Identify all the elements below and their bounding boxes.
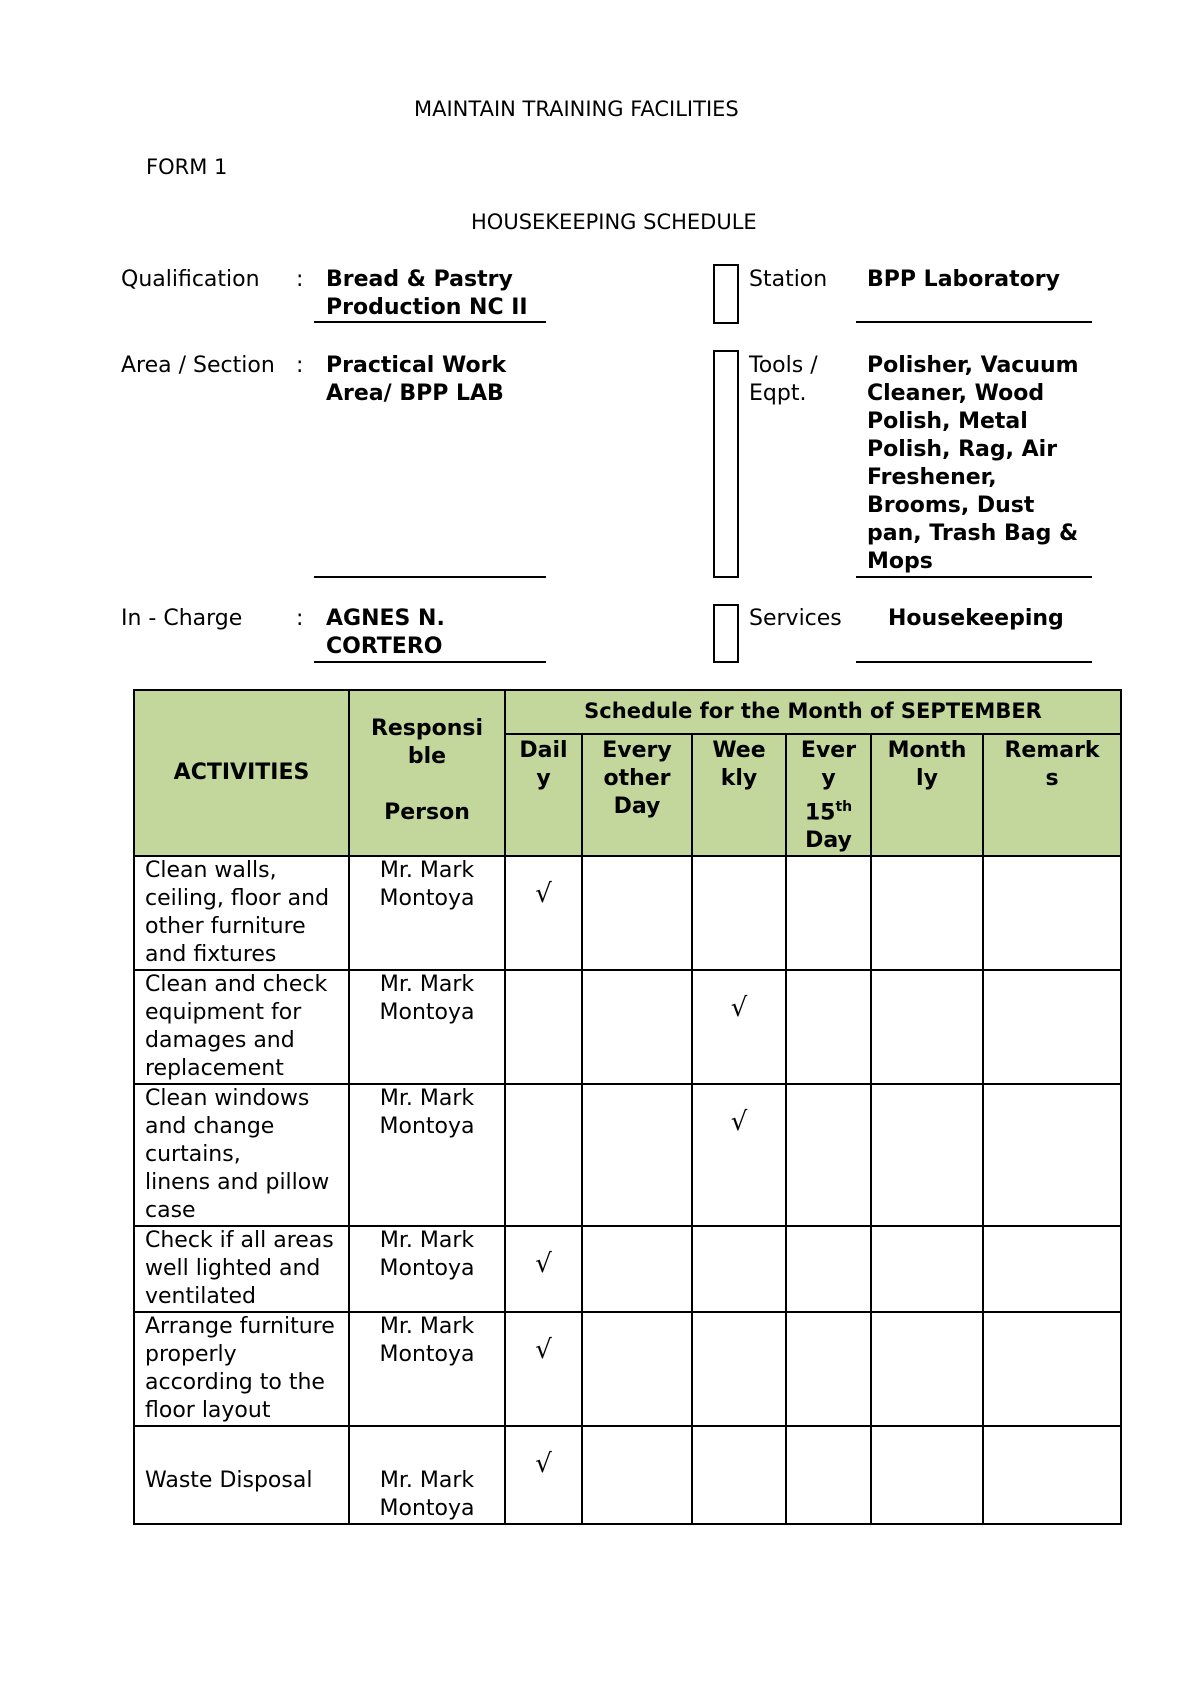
activity-text: Clean and check equipment for damages and replacement	[145, 972, 328, 1082]
schedule-cell-daily[interactable]	[505, 970, 582, 1084]
in-charge-label: In - Charge	[121, 606, 243, 631]
responsible-person-text: Mr. Mark Montoya	[379, 1086, 475, 1140]
schedule-cell-monthly[interactable]	[871, 1226, 983, 1312]
schedule-cell-daily[interactable]	[505, 1084, 582, 1226]
header-daily: Dail y	[505, 734, 582, 856]
header-activities: ACTIVITIES	[134, 690, 349, 856]
tools-value: Polisher, Vacuum Cleaner, Wood Polish, Metal Polish, Rag, Air Freshener, Brooms, Dust pan, Trash Bag & Mops	[867, 353, 1079, 574]
responsible-person-cell	[349, 970, 505, 1084]
responsible-person-cell	[349, 1084, 505, 1226]
schedule-cell-weekly[interactable]	[692, 856, 786, 970]
header-responsible-person: Responsi ble Person	[349, 690, 505, 856]
schedule-cell-every-other[interactable]	[582, 1312, 692, 1426]
station-underline	[856, 321, 1092, 323]
responsible-person-text: Mr. Mark Montoya	[379, 1314, 475, 1368]
schedule-cell-weekly[interactable]	[692, 1084, 786, 1226]
schedule-cell-every-other[interactable]	[582, 970, 692, 1084]
schedule-cell-daily[interactable]	[505, 1426, 582, 1524]
tools-checkbox[interactable]	[713, 350, 739, 578]
activity-cell	[134, 1226, 349, 1312]
schedule-cell-remarks[interactable]	[983, 1312, 1121, 1426]
activity-cell	[134, 1312, 349, 1426]
header-every-15th-day: Ever y 15th Day	[786, 734, 871, 856]
check-mark: √	[535, 1449, 552, 1480]
station-value: BPP Laboratory	[867, 267, 1060, 292]
schedule-table	[133, 689, 1122, 1525]
form-label: FORM 1	[146, 155, 228, 179]
schedule-cell-every-15th[interactable]	[786, 1084, 871, 1226]
schedule-cell-every-other[interactable]	[582, 1426, 692, 1524]
schedule-cell-weekly[interactable]	[692, 1426, 786, 1524]
services-underline	[856, 661, 1092, 663]
in-charge-underline	[314, 661, 546, 663]
schedule-cell-remarks[interactable]	[983, 1084, 1121, 1226]
responsible-person-cell	[349, 1426, 505, 1524]
activity-cell	[134, 970, 349, 1084]
check-mark: √	[535, 1335, 552, 1366]
area-label: Area / Section	[121, 353, 275, 378]
header-weekly: Wee kly	[692, 734, 786, 856]
table-row	[134, 856, 1121, 970]
in-charge-colon: :	[296, 606, 304, 631]
schedule-cell-weekly[interactable]	[692, 1226, 786, 1312]
check-mark: √	[730, 993, 748, 1024]
table-row	[134, 1084, 1121, 1226]
area-colon: :	[296, 353, 304, 378]
schedule-cell-remarks[interactable]	[983, 856, 1121, 970]
header-remarks: Remark s	[983, 734, 1121, 856]
schedule-cell-weekly[interactable]	[692, 1312, 786, 1426]
schedule-cell-every-15th[interactable]	[786, 1226, 871, 1312]
header-monthly: Month ly	[871, 734, 983, 856]
check-mark: √	[535, 1249, 552, 1280]
schedule-cell-monthly[interactable]	[871, 970, 983, 1084]
activity-cell	[134, 1426, 349, 1524]
schedule-cell-every-15th[interactable]	[786, 1312, 871, 1426]
schedule-cell-every-other[interactable]	[582, 856, 692, 970]
services-checkbox[interactable]	[713, 604, 739, 663]
qualification-underline	[314, 321, 546, 323]
schedule-cell-remarks[interactable]	[983, 1226, 1121, 1312]
in-charge-value: AGNES N. CORTERO	[326, 606, 445, 659]
table-row	[134, 1226, 1121, 1312]
responsible-person-text: Mr. Mark Montoya	[379, 858, 475, 912]
services-label: Services	[749, 606, 842, 631]
qualification-label: Qualification	[121, 267, 260, 292]
schedule-cell-remarks[interactable]	[983, 970, 1121, 1084]
header-every-other-day: Every other Day	[582, 734, 692, 856]
activity-cell	[134, 1084, 349, 1226]
schedule-cell-every-15th[interactable]	[786, 856, 871, 970]
schedule-cell-monthly[interactable]	[871, 1084, 983, 1226]
schedule-cell-every-other[interactable]	[582, 1226, 692, 1312]
station-checkbox[interactable]	[713, 264, 739, 324]
activity-text: Waste Disposal	[145, 1468, 313, 1494]
responsible-person-cell	[349, 856, 505, 970]
schedule-cell-monthly[interactable]	[871, 856, 983, 970]
station-label: Station	[749, 267, 828, 292]
schedule-cell-every-15th[interactable]	[786, 1426, 871, 1524]
activity-text: Clean windows and change curtains, linens and pillow case	[145, 1086, 330, 1224]
responsible-person-text: Mr. Mark Montoya	[379, 1228, 475, 1282]
header-month-schedule: Schedule for the Month of SEPTEMBER	[505, 690, 1121, 734]
header-row-1	[134, 690, 1121, 734]
responsible-person-text: Mr. Mark Montoya	[379, 1468, 475, 1522]
activity-text: Arrange furniture properly according to the floor layout	[145, 1314, 335, 1424]
schedule-cell-daily[interactable]	[505, 1226, 582, 1312]
responsible-person-cell	[349, 1226, 505, 1312]
qualification-colon: :	[296, 267, 304, 292]
schedule-cell-every-15th[interactable]	[786, 970, 871, 1084]
check-mark: √	[730, 1107, 748, 1138]
qualification-value: Bread & Pastry Production NC II	[326, 267, 528, 320]
area-underline	[314, 576, 546, 578]
area-value: Practical Work Area/ BPP LAB	[326, 353, 507, 406]
tools-label: Tools / Eqpt.	[749, 353, 818, 406]
tools-underline	[856, 576, 1092, 578]
table-row	[134, 970, 1121, 1084]
schedule-title: HOUSEKEEPING SCHEDULE	[471, 210, 757, 234]
activity-cell	[134, 856, 349, 970]
document-title: MAINTAIN TRAINING FACILITIES	[414, 97, 739, 121]
schedule-cell-weekly[interactable]	[692, 970, 786, 1084]
table-row	[134, 1312, 1121, 1426]
schedule-cell-remarks[interactable]	[983, 1426, 1121, 1524]
schedule-cell-every-other[interactable]	[582, 1084, 692, 1226]
activity-text: Check if all areas well lighted and ventilated	[145, 1228, 334, 1310]
activity-text: Clean walls, ceiling, floor and other furniture and fixtures	[145, 858, 330, 968]
responsible-person-cell	[349, 1312, 505, 1426]
schedule-cell-monthly[interactable]	[871, 1426, 983, 1524]
table-row	[134, 1426, 1121, 1524]
schedule-cell-daily[interactable]	[505, 856, 582, 970]
responsible-person-text: Mr. Mark Montoya	[379, 972, 475, 1026]
services-value: Housekeeping	[888, 606, 1064, 631]
schedule-cell-daily[interactable]	[505, 1312, 582, 1426]
check-mark: √	[535, 879, 552, 910]
schedule-cell-monthly[interactable]	[871, 1312, 983, 1426]
